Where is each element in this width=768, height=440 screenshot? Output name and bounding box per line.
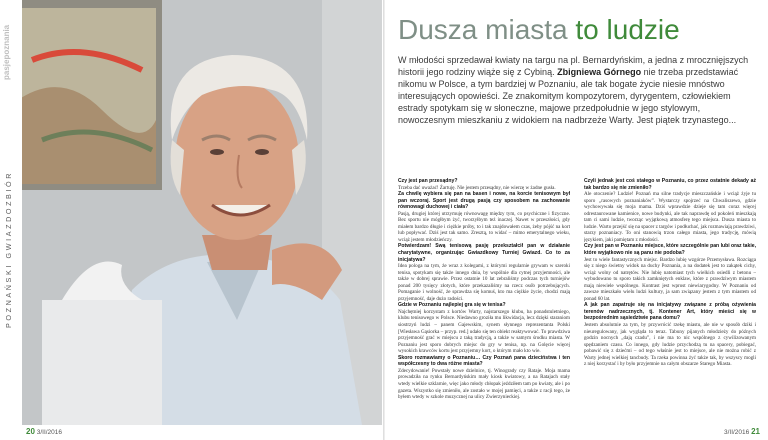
interview-question: Czy jest pan przesądny?	[398, 178, 458, 184]
interview-question: Potwierdzam! Swą tenisową pasję przekształcił pan w działanie charytatywne, organizując Gwiazdkowy Turniej Gwiazd. Co to za inicjatywa?	[398, 243, 570, 263]
interview-question: Czyli jednak jest coś stałego w Poznaniu, co przez ostatnie dekady aż tak bardzo się nie zmieniło?	[584, 178, 756, 191]
article-column-2	[584, 178, 756, 423]
portrait-illustration	[22, 0, 382, 425]
interview-question: Za chwilę wybiera się pan na basen i nowe, na korcie tenisowym był pan wczoraj. Sport jest drugą pasją czy sposobem na zachowanie równowagi duchowej i ciała?	[398, 191, 570, 211]
lead-name: Zbigniewa Górnego	[557, 66, 642, 77]
page-number-right: 21	[751, 427, 760, 436]
folio-right	[724, 427, 760, 436]
sculpture-base	[42, 300, 162, 425]
issue-right: 3/II/2016	[723, 429, 750, 436]
page-number-left: 20	[26, 427, 35, 436]
section-label: POZNAŃSKI GWIAZDOZBIÓR	[4, 170, 13, 328]
article-lead	[398, 55, 754, 126]
interview-answer: Pasją, drugiej której utrzymuję równowagę między tym, co psychiczne i fizyczne. Bez sportu nie mógłbym żyć, tworzyłbym też inaczej. Nawet w przeszłości, gdy miałem bardzo długie i ciężkie próby, to i tak znajdowałem czas, żeby pójść na kort lub popływać. Dziś jest tak samo. Zresztą, to widać – mimo emerytalnego wieku, wciąż jestem młodzieńczy.	[398, 210, 570, 243]
interview-answer: Zdecydowanie! Powstały nowe dzielnice, tj. Winogrady czy Rataje. Moja mama prowadziła na rynku Bernardyńskim mały kiosk kwiatowy, a na Ratajach stały wtedy wielkie szklarnie, więc jako młody chłopak jeździłem tam po kwiaty, ale i po gazeta. Wszystko się zmieniło, ale zostało w mojej pamięci, a także z racji tego, że byłem wtedy w szkole muzycznej na ulicy Zwierzynieckiej.	[398, 367, 570, 401]
title-accent: to ludzie	[575, 14, 680, 45]
issue-left: 3/II/2016	[36, 429, 63, 436]
interview-answer: Trzeba dać uważać! Żartuję. Nie jestem przesądny, nie wierzę w żadne gusła.	[398, 184, 556, 191]
portrait-photo	[22, 0, 382, 425]
interview-question: Czy jest pan w Poznaniu miejsce, które szczególnie pan lubi oraz takie, które wyjątkowo nie są panu nie podoba?	[584, 243, 756, 257]
interview-answer: Jestem absolutnie za tym, by przywrócić rzekę miastu, ale nie w sposób dziki i nieuregulowany, jak wygląda to teraz. Tabuny pijanych młodzieży do późnych godzin nocnych „dają czadu”, i nie ma to nic wspólnego z cywilizowanym spędzaniem czasu. Co innego, gdy ludzie przychodzą tu na spacery, pobiegać, pobawić się z dziećmi – od tego właśnie jest to miejsce, ale nie można robić z Warty jednej wielkiej tancbudy. Ta rzeka powinna żyć także tak, by wszyscy mogli z niej korzystać i by było przyjemnie na całym obszarze Starego Miasta.	[584, 322, 756, 368]
interview-question: A jak pan zapatruje się na inicjatywy związane z próbą ożywienia terenów nadrzecznych, tj. Kontener Art, który mieści się w bezpośrednim sąsiedztwie pana domu?	[584, 302, 756, 322]
lead-text-1: W młodości sprzedawał kwiaty na targu na pl. Bernardyńskim, a jedna z mrocznięjszych historii jego rodziny wiąże się z Cybiną.	[398, 55, 749, 77]
left-margin	[0, 8, 20, 428]
folio-left	[26, 427, 62, 436]
interview-answer: Jest to wiele fantastycznych miejsc. Bardzo lubię wzgórze Przemysława. Rozciąga się z niego świetny widok na duchy Poznania, a na dodatek jest to zakątek cichy, wciąż wolny od natrętów. Nie lubię natomiast tych wielkich osiedli z betonu – wybudowano tu sporo takich zamkniętych enklaw, które z prawdziwym miastem mają niewiele wspólnego. Kontrast jest wprost niewiarygodny. W Poznaniu od zawsze mieszkało wielu ludzi kultury, ja sam związany jestem z tym miastem od ponad 60 lat.	[584, 256, 756, 302]
interview-answer: Ale otoczenie? Ludzie! Poznań ma silne tradycje mieszczańskie i wciąż żyje tu sporo „rasowych poznaniaków”. Wystarczy spojrzeć na Chwaliszewo, gdzie wychowywała się moja mama. Dziś wprawdzie dzieje się tam coraz więcej odrestaurowane kamienice, nowe budynki, ale tak naprawdę od pokoleń mieszkają tam ci sami ludzie, tworząc wyjątkową atmosferę tego miejsca. Dusza miasta to ludzie. Warto przejść się na spacer z targów i podłuchać, jak rozmawiają prawdziwi, starzy poznaniacy. To oni stanowią trzon całego miasta, jego tradycję, mówią językiem, jaki pamiętam z młodości.	[584, 191, 756, 243]
article-column-1	[398, 178, 570, 423]
lead-text-2: nie trzeba przedstawiać nikomu w Polsce, a tym bardziej w Poznaniu, ale tak bogate życie niesie mnóstwo interesujących opowieści. Ze znakomitym kompozytorem, dyrygentem, człowiekiem estrady spotykam się w słoneczne, majowe przedpołudnie w jego stylowym, nowoczesnym mieszkaniu z widokiem na nadbrzeże Warty. Jest piątek trzynastego...	[398, 66, 739, 125]
interview-answer: Najchętniej korzystam z kortów Warty, najstarszego klubu, ba ponadstuletniego, klubu tenisowego w Polsce. Niedawno groziła mu likwidacja, lecz dzięki staraniom siostrzyń ludzi – panem Gajewskim, synem słynnego reprezentanta Polski [Wiesława Gąsiorka – przyp. red.] udało się ten obiekt reaktywować. To prawdziwa przyjemność grać w miejscu z taką tradycją, a także w samym środku miasta. W Poznaniu jest sporo dobrych miejsc do gry w tenisa, np. na Golęcie więcej wysokich krawców kortu jest przyjemny kort, o którym mało kto wie.	[398, 308, 570, 355]
magazine-brand: pasjepoznania	[2, 24, 11, 80]
article-title	[398, 14, 758, 46]
interview-question: Gdzie w Poznaniu najlepiej gra się w tenisa?	[398, 302, 506, 309]
title-main: Dusza miasta	[398, 14, 568, 45]
gutter	[383, 0, 385, 440]
interview-answer: Idea pologa na tym, że wraz z kolegami, z którymi regularnie grywam w szeroki tenisa, spotykam się także innego dnia, by wspólnie dla cytnej przyjemności, ale także w dobrej sprawie. Przez ostatnie 10 lat zebraliśmy podczas tych turniejów ponad 200 tysięcy złotych, które przekazaliśmy na rzecz osób potrzebujących. Pomaganie i wolność, że sprawdza się komuś, kto ma ciężkie życie, chodzi mają przyjemność, daje dużo radości.	[398, 263, 570, 302]
article	[398, 0, 758, 440]
interview-question: Skoro rozmawiamy o Poznaniu… Czy Poznań pana dzieciństwa i ten współczesny to dwa różne miasta?	[398, 354, 570, 368]
